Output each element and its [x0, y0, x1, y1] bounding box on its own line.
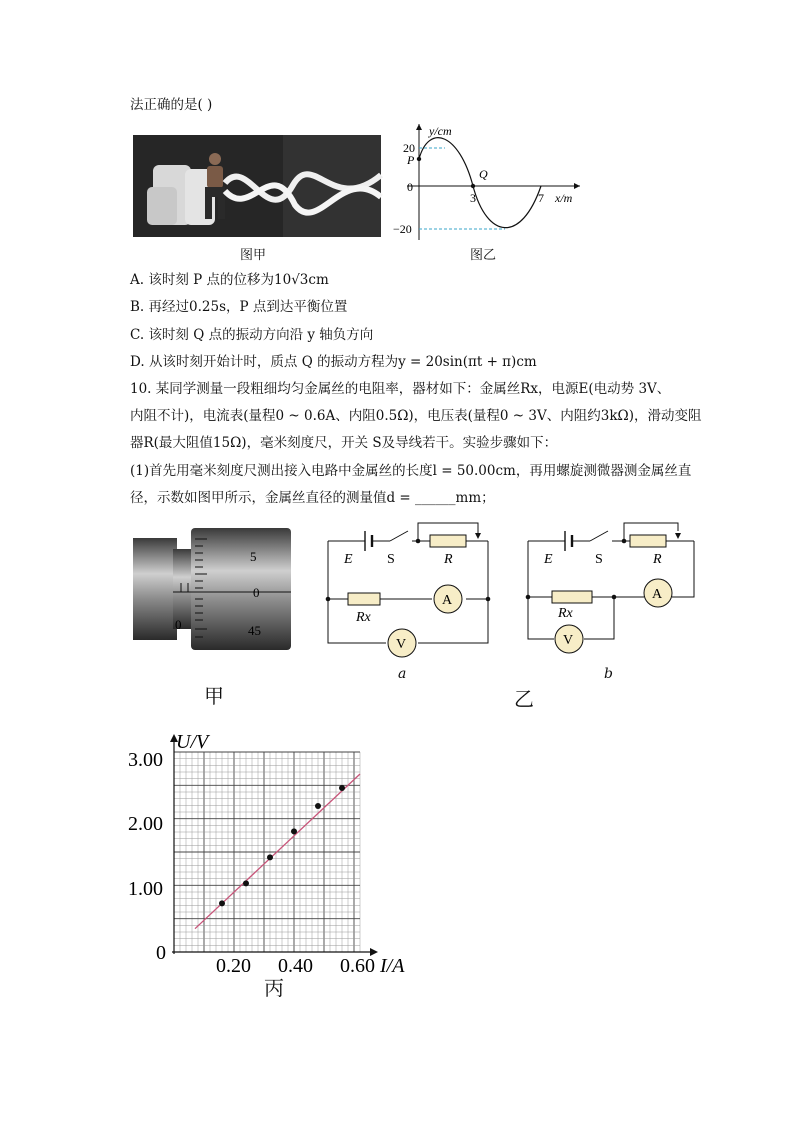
chart-data-point: [267, 854, 273, 860]
y-tick-0: 0: [156, 942, 166, 964]
chart-caption: 丙: [264, 976, 284, 1000]
point-q-dot: [471, 184, 475, 188]
option-b: [130, 298, 347, 316]
label-rx-a: Rx: [356, 610, 371, 625]
figure-yi-caption: 图乙: [470, 248, 497, 263]
micrometer-mark-45: 45: [248, 623, 261, 638]
point-q-label: Q: [479, 167, 488, 181]
chart-data-point: [219, 900, 225, 906]
wave-graph: [395, 118, 595, 243]
label-rx-b: Rx: [558, 606, 573, 621]
y-tick-neg20: −20: [393, 222, 412, 236]
micrometer-mark-0: 0: [253, 585, 260, 600]
option-a-letter: A.: [130, 272, 145, 288]
label-voltmeter-b: V: [563, 633, 574, 648]
rheostat-b: [630, 535, 666, 547]
wave-curve: [419, 138, 541, 228]
circuit-a-caption: a: [398, 666, 407, 682]
y-axis-label: y/cm: [429, 124, 452, 138]
label-e-a: E: [344, 552, 353, 567]
rx-resistor-b: [552, 591, 592, 603]
figure-jia2-caption: 甲: [204, 684, 224, 708]
label-ammeter-b: A: [652, 587, 663, 602]
label-voltmeter-a: V: [396, 637, 407, 652]
q10-line-1: 10. 某同学测量一段粗细均匀金属丝的电阻率，器材如下：金属丝Rx，电源E(电动势 3V、: [130, 381, 671, 397]
chart-data-point: [291, 828, 297, 834]
option-b-text: 再经过0.25s，P 点到达平衡位置: [148, 299, 348, 315]
y-axis-title: U/V: [176, 731, 209, 753]
option-d: [130, 353, 537, 371]
circuit-a: [320, 517, 500, 667]
label-e-b: E: [544, 552, 553, 567]
micrometer-sleeve-mark-0: 0: [175, 617, 182, 632]
x-tick-040: 0.40: [278, 955, 313, 977]
label-r-a: R: [444, 552, 453, 567]
micrometer-figure: [133, 525, 293, 650]
point-p-label: P: [407, 153, 415, 167]
ui-chart: [120, 722, 420, 1002]
point-p-dot: [417, 157, 421, 161]
option-c-text: 该时刻 Q 点的振动方向沿 y 轴负方向: [148, 327, 374, 343]
option-d-letter: D.: [130, 354, 145, 370]
q10-line-4: (1)首先用毫米刻度尺测出接入电路中金属丝的长度l = 50.00cm，再用螺旋测微器测金属丝直: [130, 463, 692, 479]
micrometer-sleeve: [133, 538, 177, 640]
chart-data-point: [315, 803, 321, 809]
y-tick-20: 20: [403, 141, 415, 155]
rheostat-a: [430, 535, 466, 547]
circuit-b-caption: b: [604, 666, 613, 682]
label-s-b: S: [595, 552, 603, 567]
y-tick-3: 3.00: [128, 749, 163, 771]
q10-line-2: 内阻不计)，电流表(量程0 ~ 0.6A、内阻0.5Ω)，电压表(量程0 ~ 3V、内阻约3kΩ)，滑动变阻: [130, 408, 702, 424]
chart-data-point: [243, 880, 249, 886]
x-tick-3: 3: [470, 191, 476, 205]
option-a-text: 该时刻 P 点的位移为10√3cm: [148, 272, 329, 288]
option-c-letter: C.: [130, 327, 145, 343]
rx-resistor-a: [348, 593, 380, 605]
option-a: [130, 271, 329, 289]
question-stem-tail: 法正确的是( ): [130, 97, 213, 113]
battle-rope-photo: [133, 135, 381, 237]
option-d-text: 从该时刻开始计时，质点 Q 的振动方程为y = 20sin(πt + π)cm: [148, 354, 537, 370]
y-tick-2: 2.00: [128, 813, 163, 835]
y-tick-0: 0: [407, 180, 413, 194]
x-tick-060: 0.60: [340, 955, 375, 977]
figure-jia-caption: 图甲: [240, 248, 267, 263]
label-r-b: R: [653, 552, 662, 567]
micrometer-thimble: [191, 528, 291, 650]
x-axis-title: I/A: [380, 955, 405, 977]
option-c: [130, 326, 373, 344]
q10-line-3: 器R(最大阻值15Ω)，毫米刻度尺，开关 S及导线若干。实验步骤如下：: [130, 435, 558, 451]
label-ammeter-a: A: [442, 593, 453, 608]
option-b-letter: B.: [130, 299, 145, 315]
y-tick-1: 1.00: [128, 878, 163, 900]
q10-line-5: 径，示数如图甲所示，金属丝直径的测量值d = ______mm；: [130, 490, 495, 506]
x-tick-7: 7: [538, 191, 544, 205]
circuit-b: [520, 517, 705, 667]
x-axis-label: x/m: [555, 191, 573, 205]
circuit-group-caption: 乙: [514, 687, 534, 711]
label-s-a: S: [387, 552, 395, 567]
chart-data-point: [339, 785, 345, 791]
x-tick-020: 0.20: [216, 955, 251, 977]
micrometer-mark-5: 5: [250, 549, 257, 564]
